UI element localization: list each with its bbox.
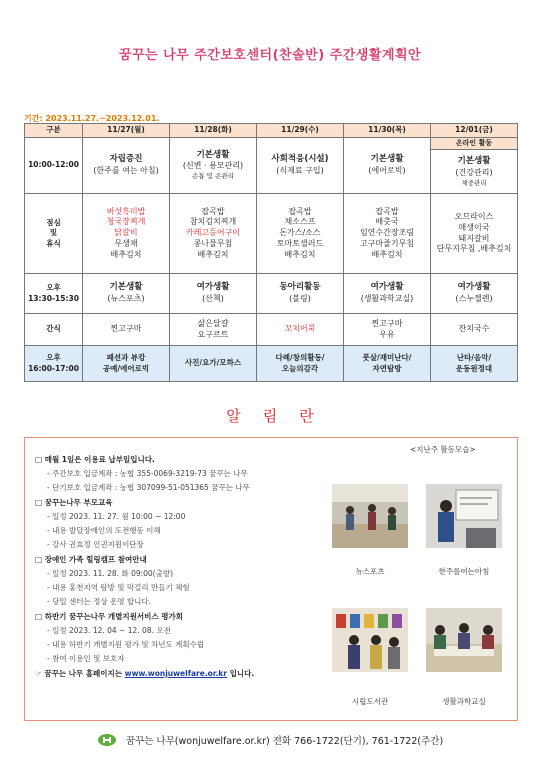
- snack-row: [25, 314, 518, 346]
- notice-box: [24, 437, 518, 721]
- snack-cell: 찐고구마 우유: [344, 314, 431, 346]
- day-header: 12/01(금): [431, 124, 518, 138]
- day-header: 11/27(월): [83, 124, 170, 138]
- notice-line: - 참여 이용인 및 보호자: [47, 654, 125, 663]
- schedule-cell: 사회적응(시설) (식재료 구입): [257, 138, 344, 194]
- pm-cell: 사진/요가/모하스: [170, 346, 257, 382]
- pm-cell: 다례/창의활동/ 오늘의감각: [257, 346, 344, 382]
- notice-line: - 일정 2023. 12. 04 ~ 12. 08. 오전: [47, 626, 171, 635]
- photo-morning: [426, 484, 502, 548]
- notice-line: - 내용 발달장애인의 도전행동 이해: [47, 526, 161, 535]
- day-header: 11/30(목): [344, 124, 431, 138]
- schedule-corner: 구분: [25, 124, 83, 138]
- schedule-cell: 여가생활 (스누젤렌): [431, 274, 518, 314]
- schedule-period: 기간: 2023.11.27.~2023.12.01.: [24, 114, 160, 123]
- photo-caption: 생활과학교실: [442, 697, 486, 706]
- footer: [0, 733, 540, 750]
- schedule-cell: 기본생활 (에어로빅): [344, 138, 431, 194]
- pm-cell: 풋살/재미난다/ 자연탐방: [344, 346, 431, 382]
- online-activity-badge: 온라인 활동: [431, 138, 517, 150]
- notice-line: - 내용 하반기 개별지원 평가 및 차년도 계획수립: [47, 640, 205, 649]
- notice-line: - 주간보호 입금계좌 : 농협 355-0069-3219-73 꿈꾸는 나무: [47, 469, 248, 478]
- day-header: 11/28(화): [170, 124, 257, 138]
- notice-line: - 일정 2023. 11. 27. 월 10:00 ~ 12:00: [47, 512, 186, 521]
- notice-list: [35, 454, 325, 679]
- schedule-cell: 온라인 활동 기본생활 (건강관리) 체중관리: [431, 138, 518, 194]
- lunch-row: [25, 194, 518, 274]
- schedule-cell: 동아리활동 (볼링): [257, 274, 344, 314]
- homepage-link[interactable]: www.wonjuwelfare.or.kr: [124, 669, 227, 678]
- notice-line: - 당일 센터는 정상 운영 합니다.: [47, 597, 151, 606]
- notice-heading: □ 장애인 가족 힐링캠프 참여안내: [35, 555, 147, 564]
- notice-line: - 일정 2023. 11. 28. 화 09:00(출발): [47, 569, 174, 578]
- schedule-cell: 여가생활 (산책): [170, 274, 257, 314]
- notice-line: - 내용 홍천지역 탐방 및 막걸리 만들기 체험: [47, 583, 190, 592]
- row-label-afternoon: 오후 13:30-15:30: [25, 274, 83, 314]
- footer-contact: 꿈꾸는 나무(wonjuwelfare.or.kr) 전화 766-1722(단기), 761-1722(주간): [125, 736, 444, 747]
- schedule-header-row: [25, 124, 518, 138]
- schedule-table: [24, 123, 518, 382]
- photo-news-sports: [332, 484, 408, 548]
- day-header: 11/29(수): [257, 124, 344, 138]
- photo-caption: 뉴스포츠: [355, 567, 385, 576]
- notice-heading: □ 매월 1일은 이용료 납부일입니다.: [35, 455, 155, 464]
- snack-cell: 꼬치어묵: [257, 314, 344, 346]
- row-label-morning: 10:00-12:00: [25, 138, 83, 194]
- photo-library: [332, 608, 408, 672]
- pm-cell: 패션과 뷰캉 공예/에어로빅: [83, 346, 170, 382]
- notice-line: - 강사 권효정 인권지원이단장: [47, 540, 144, 549]
- schedule-cell: 자립증진 (한주를 여는 아침): [83, 138, 170, 194]
- snack-cell: 찐고구마: [83, 314, 170, 346]
- tree-logo-icon: [97, 733, 117, 750]
- homepage-line: ☞ 꿈꾸는 나무 홈페이지는 www.wonjuwelfare.or.kr 입니다.: [35, 669, 255, 678]
- notice-title: 알림란: [226, 407, 336, 425]
- photo-caption: 한주를여는아침: [438, 567, 490, 576]
- lunch-menu: 잡곡밥 채소스프 돈가스/소스 토마토샐러드 배추김치: [257, 194, 344, 274]
- afternoon-row: [25, 274, 518, 314]
- row-label-snack: 간식: [25, 314, 83, 346]
- page-title: 꿈꾸는 나무 주간보호센터(찬솔반) 주간생활계획안: [118, 48, 422, 63]
- notice-heading: □ 꿈꾸는나무 부모교육: [35, 498, 113, 507]
- lunch-menu: 버섯흑미밥 청국장찌개 닭갈비 무생채 배추김치: [83, 194, 170, 274]
- pm-row: [25, 346, 518, 382]
- morning-row: [25, 138, 518, 194]
- row-label-pm: 오후 16:00-17:00: [25, 346, 83, 382]
- snack-cell: 삶은달걀 요구르트: [170, 314, 257, 346]
- snack-cell: 잔치국수: [431, 314, 518, 346]
- schedule-cell: 여가생활 (생활과학교실): [344, 274, 431, 314]
- row-label-lunch: 점심 및 휴식: [25, 194, 83, 274]
- schedule-cell: 기본생활 (신변 · 용모관리) 손톱 및 손관리: [170, 138, 257, 194]
- photo-science: [426, 608, 502, 672]
- lunch-menu: 잡곡밥 참치김치찌개 카레고등어구이 콩나물무침 배추김치: [170, 194, 257, 274]
- photos-caption: <지난주 활동모습>: [410, 445, 476, 454]
- photo-caption: 시립도서관: [351, 697, 389, 706]
- lunch-menu: 잡곡밥 배춧국 임연수간장조림 고구마줄기무침 배추김치: [344, 194, 431, 274]
- schedule-cell: 기본생활 (뉴스포츠): [83, 274, 170, 314]
- pm-cell: 난타/음악/ 운동원정대: [431, 346, 518, 382]
- notice-line: - 단기보호 입금계좌 : 농협 307099-51-051365 꿈꾸는 나무: [47, 483, 250, 492]
- notice-heading: □ 하반기 꿈꾸는나무 개별지원서비스 평가회: [35, 612, 183, 621]
- lunch-menu: 오므라이스 매생이국 돼지갈비 단무지무침 ,배추김치: [431, 194, 518, 274]
